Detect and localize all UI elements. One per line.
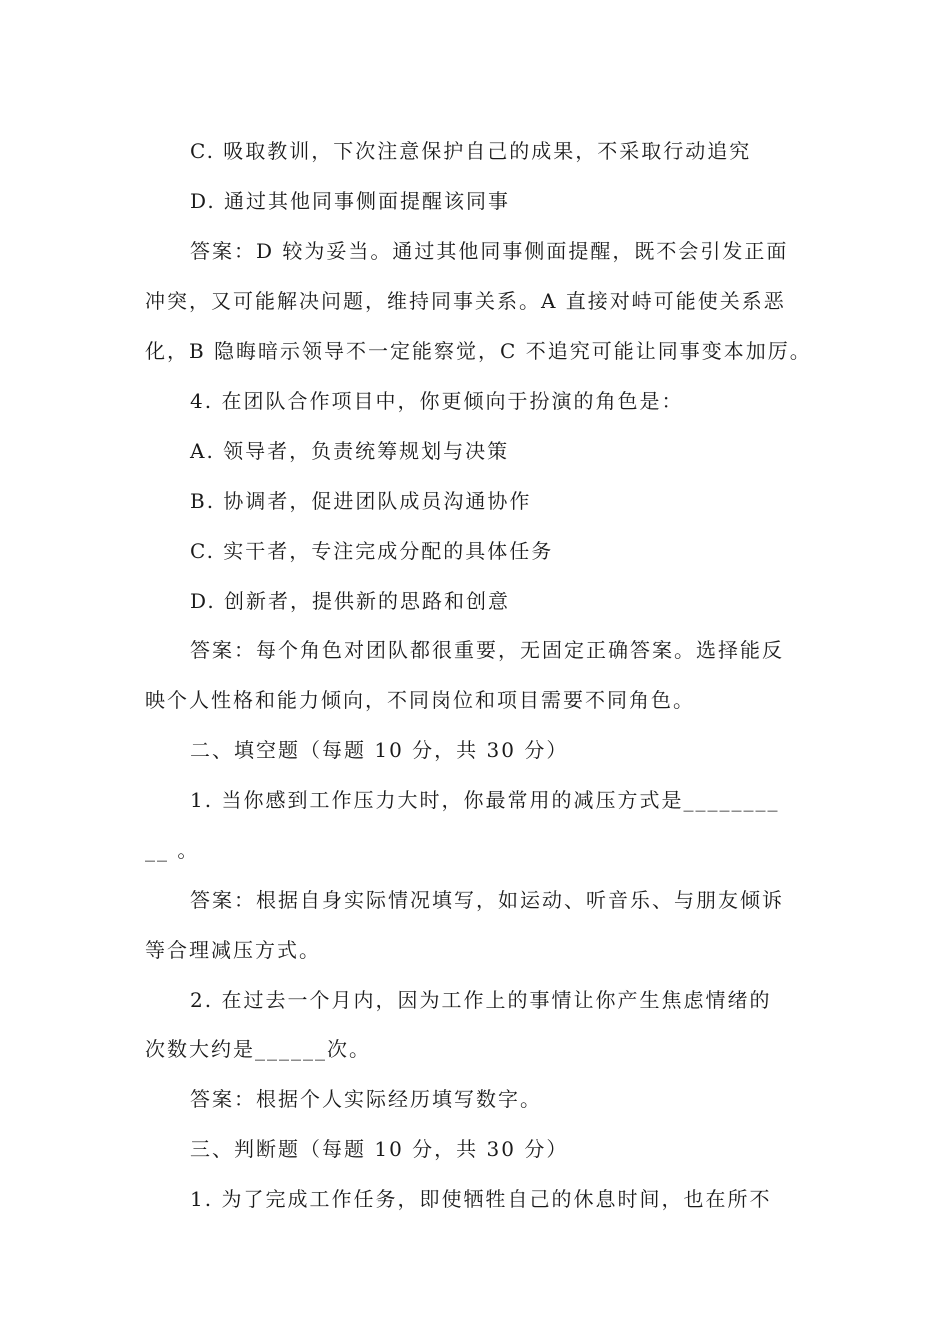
answer-fb2: 答案：根据个人实际经历填写数字。 — [190, 1087, 542, 1111]
fill-blank-q2-line-2: 次数大约是______次。 — [145, 1037, 371, 1061]
fill-blank-q1-line-1: 1. 当你感到工作压力大时，你最常用的减压方式是________ — [190, 788, 780, 812]
fill-blank-q2-line-1: 2. 在过去一个月内，因为工作上的事情让你产生焦虑情绪的 — [190, 988, 772, 1012]
answer-q3-line-2: 冲突，又可能解决问题，维持同事关系。A 直接对峙可能使关系恶 — [145, 289, 786, 313]
option-c-q4: C. 实干者，专注完成分配的具体任务 — [190, 539, 554, 563]
option-d-q3: D. 通过其他同事侧面提醒该同事 — [190, 189, 511, 213]
fill-blank-q1-line-2: __ 。 — [145, 838, 200, 862]
option-b-q4: B. 协调者，促进团队成员沟通协作 — [190, 489, 532, 513]
question-4: 4. 在团队合作项目中，你更倾向于扮演的角色是： — [190, 389, 684, 413]
answer-q3-line-1: 答案：D 较为妥当。通过其他同事侧面提醒，既不会引发正面 — [190, 239, 789, 263]
answer-q3-line-3: 化，B 隐晦暗示领导不一定能察觉，C 不追究可能让同事变本加厉。 — [145, 339, 812, 363]
section-true-false-heading: 三、判断题（每题 10 分，共 30 分） — [190, 1137, 569, 1161]
answer-fb1-line-2: 等合理减压方式。 — [145, 938, 321, 962]
section-fill-blank-heading: 二、填空题（每题 10 分，共 30 分） — [190, 738, 569, 762]
answer-q4-line-1: 答案：每个角色对团队都很重要，无固定正确答案。选择能反 — [190, 638, 784, 662]
option-a-q4: A. 领导者，负责统筹规划与决策 — [190, 439, 510, 463]
true-false-q1: 1. 为了完成工作任务，即使牺牲自己的休息时间，也在所不 — [190, 1187, 772, 1211]
answer-fb1-line-1: 答案：根据自身实际情况填写，如运动、听音乐、与朋友倾诉 — [190, 888, 784, 912]
answer-q4-line-2: 映个人性格和能力倾向，不同岗位和项目需要不同角色。 — [145, 688, 695, 712]
option-d-q4: D. 创新者，提供新的思路和创意 — [190, 589, 511, 613]
option-c-q3: C. 吸取教训，下次注意保护自己的成果，不采取行动追究 — [190, 139, 752, 163]
